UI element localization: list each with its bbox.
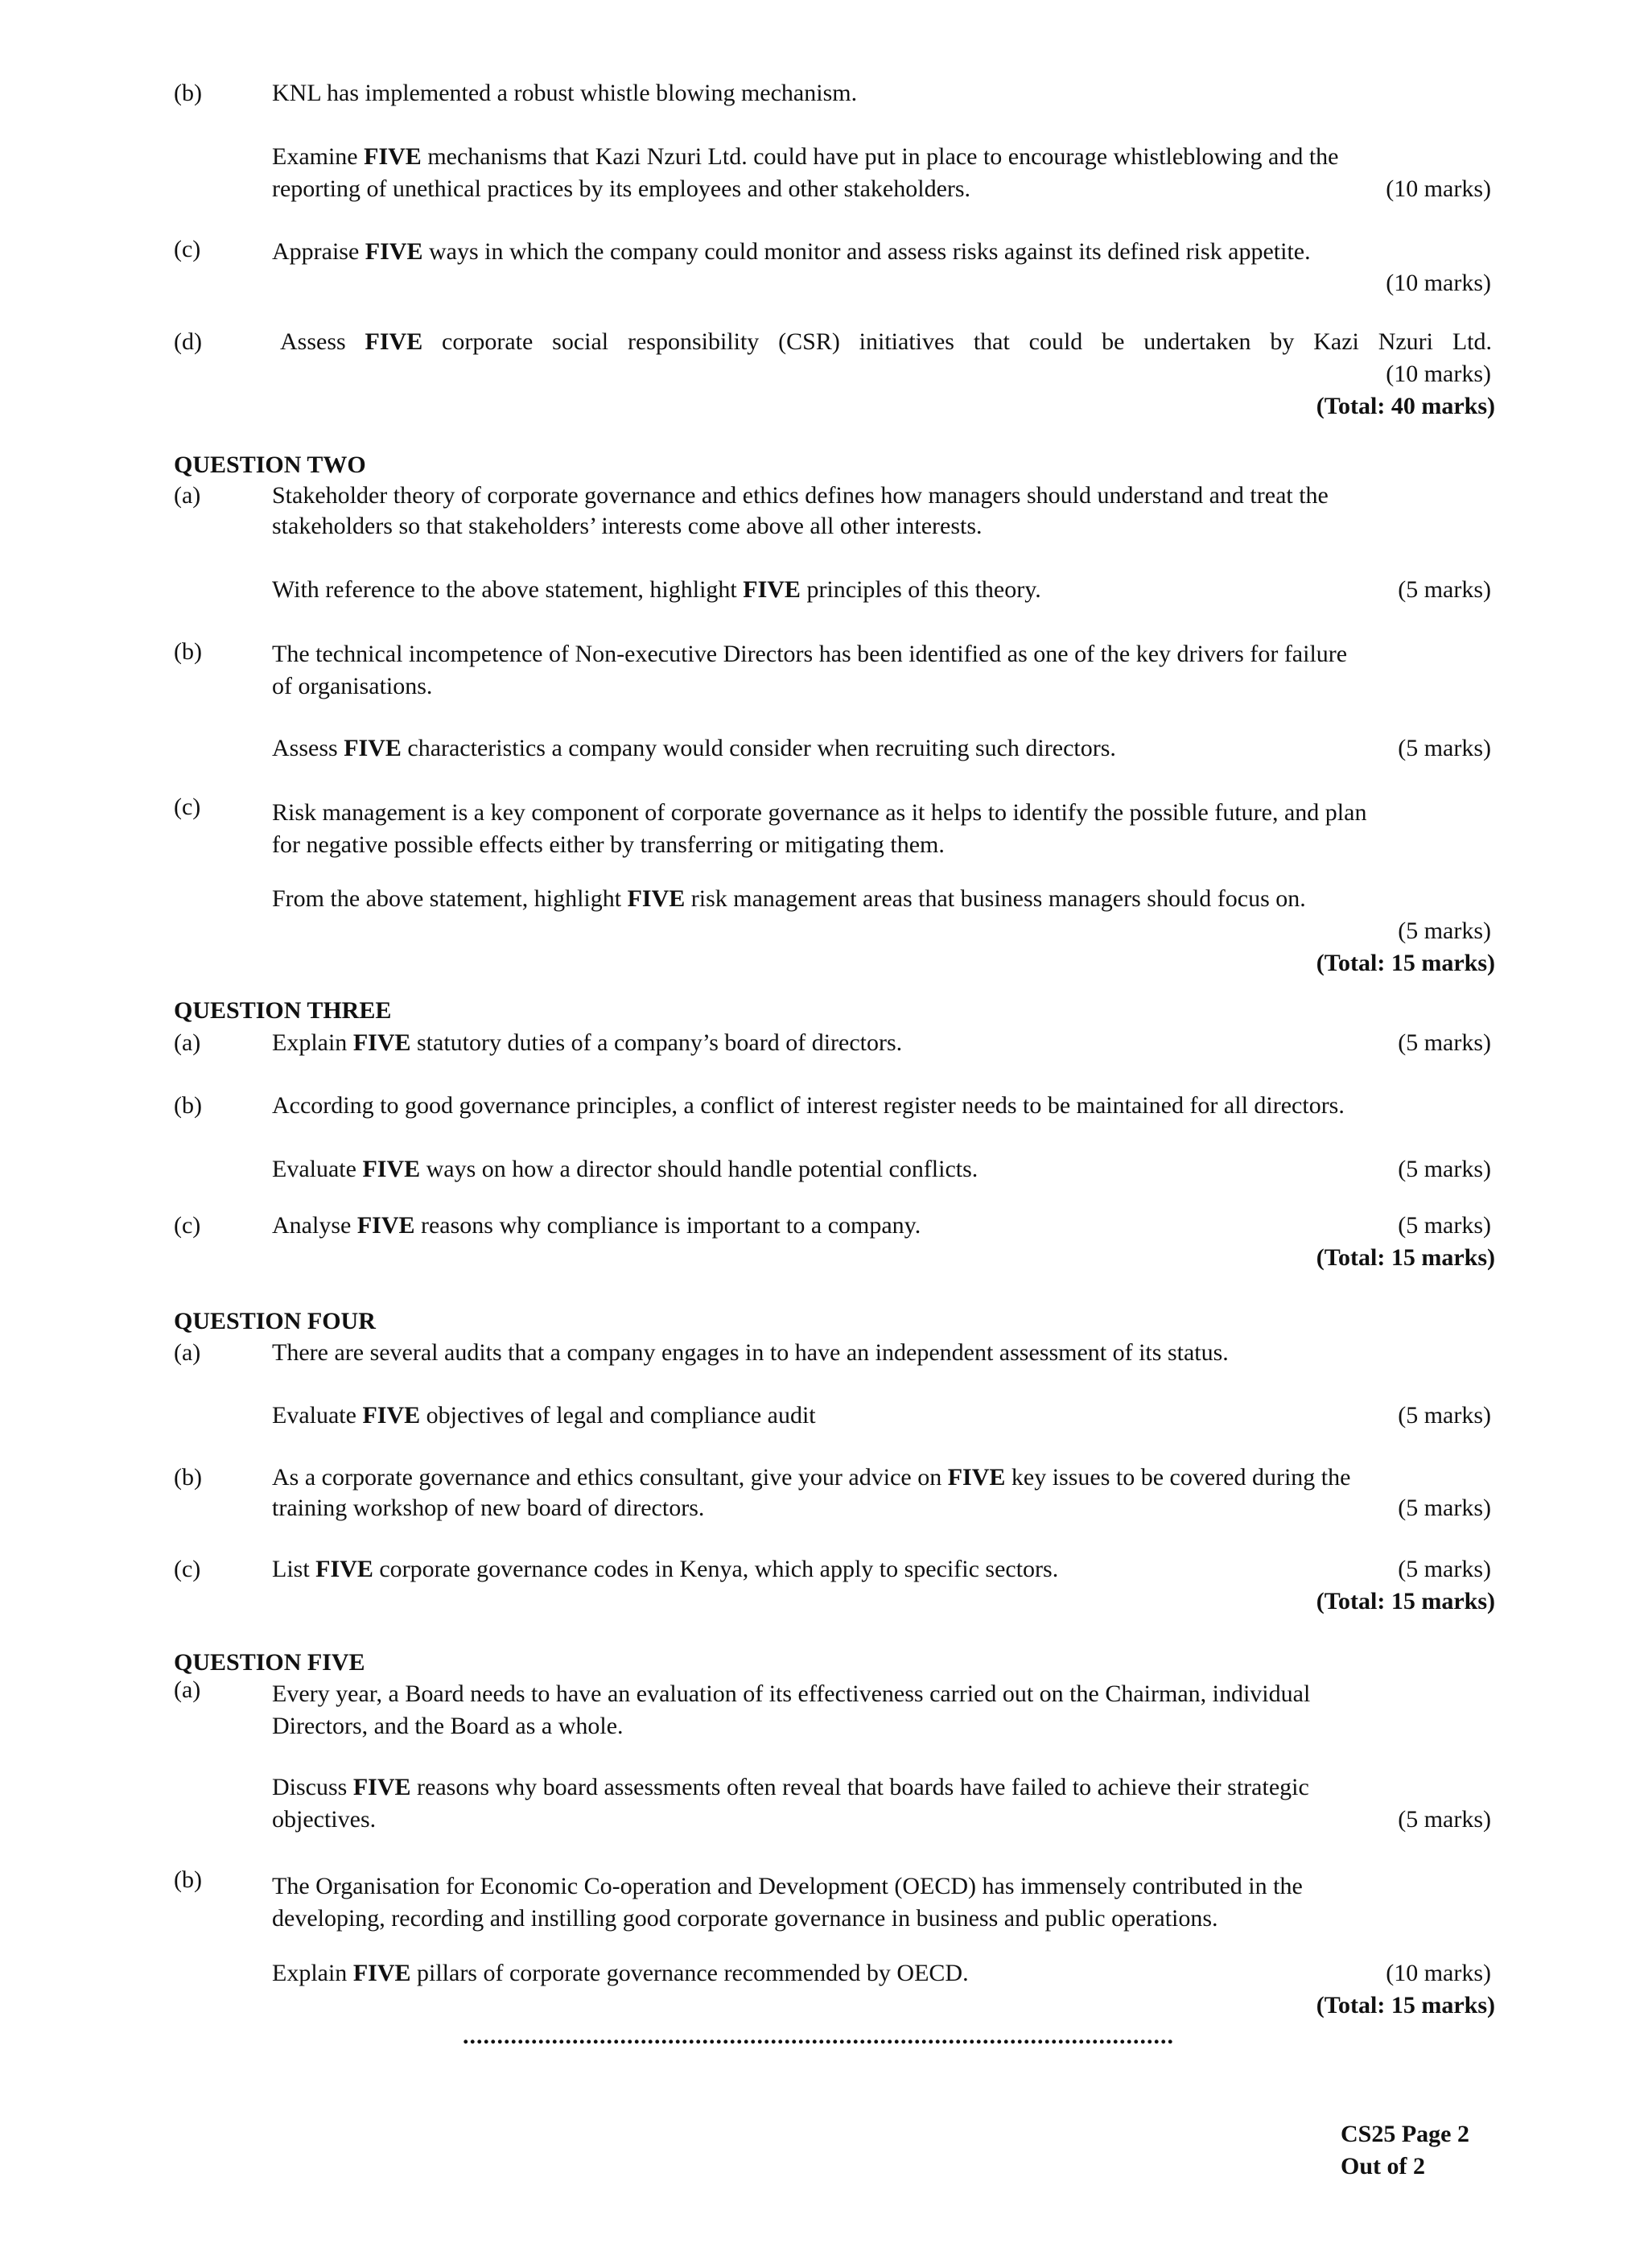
- q1d-label: (d): [174, 328, 202, 355]
- q1b-label: (b): [174, 80, 202, 106]
- q3c-marks: (5 marks): [1398, 1212, 1491, 1239]
- q3c-question: Analyse FIVE reasons why compliance is important to a company.: [272, 1212, 921, 1239]
- q1c-marks: (10 marks): [1386, 270, 1491, 296]
- q2b-marks: (5 marks): [1398, 735, 1491, 761]
- q2-total: (Total: 15 marks): [1316, 950, 1495, 976]
- q2c-label: (c): [174, 794, 201, 820]
- q3b-label: (b): [174, 1092, 202, 1119]
- q4a-question: Evaluate FIVE objectives of legal and compliance audit: [272, 1402, 816, 1429]
- q3a-question: Explain FIVE statutory duties of a company’s board of directors.: [272, 1029, 903, 1056]
- q5a-label: (a): [174, 1676, 201, 1703]
- q4a-label: (a): [174, 1339, 201, 1366]
- footer-page-number: CS25 Page 2: [1341, 2121, 1469, 2147]
- q5a-marks: (5 marks): [1398, 1806, 1491, 1833]
- end-of-paper-dots: ........................................................................................................: [463, 2023, 1174, 2049]
- q1b-question-line2: reporting of unethical practices by its employees and other stakeholders.: [272, 175, 971, 202]
- q3-heading: QUESTION THREE: [174, 997, 392, 1024]
- q3a-label: (a): [174, 1029, 201, 1056]
- q2b-question: Assess FIVE characteristics a company would consider when recruiting such directors.: [272, 735, 1116, 761]
- q4b-question-line2: training workshop of new board of directors.: [272, 1495, 705, 1521]
- q5b-intro-line2: developing, recording and instilling good corporate governance in business and public operations.: [272, 1905, 1218, 1932]
- q2b-intro-line2: of organisations.: [272, 673, 433, 699]
- q3b-question: Evaluate FIVE ways on how a director should handle potential conflicts.: [272, 1156, 978, 1182]
- q2b-label: (b): [174, 638, 202, 665]
- q5a-intro-line1: Every year, a Board needs to have an evaluation of its effectiveness carried out on the Chairman, individual: [272, 1680, 1311, 1707]
- q1c-question: Appraise FIVE ways in which the company could monitor and assess risks against its defined risk appetite.: [272, 238, 1311, 265]
- q5b-marks: (10 marks): [1386, 1960, 1491, 1986]
- q2a-marks: (5 marks): [1398, 576, 1491, 603]
- q2c-marks: (5 marks): [1398, 918, 1491, 944]
- q5b-question: Explain FIVE pillars of corporate governance recommended by OECD.: [272, 1960, 969, 1986]
- q1b-marks: (10 marks): [1386, 175, 1491, 202]
- q3b-intro: According to good governance principles, a conflict of interest register needs to be maintained for all directors.: [272, 1092, 1345, 1119]
- q5b-label: (b): [174, 1866, 202, 1893]
- q4a-intro: There are several audits that a company engages in to have an independent assessment of its status.: [272, 1339, 1229, 1366]
- q5-heading: QUESTION FIVE: [174, 1649, 365, 1676]
- q2b-intro-line1: The technical incompetence of Non-executive Directors has been identified as one of the key drivers for failure: [272, 641, 1348, 667]
- q5-total: (Total: 15 marks): [1316, 1992, 1495, 2019]
- q4c-marks: (5 marks): [1398, 1556, 1491, 1582]
- q4b-label: (b): [174, 1464, 202, 1491]
- q2c-intro-line2: for negative possible effects either by transferring or mitigating them.: [272, 831, 945, 858]
- q4c-question: List FIVE corporate governance codes in Kenya, which apply to specific sectors.: [272, 1556, 1059, 1582]
- q2c-intro-line1: Risk management is a key component of corporate governance as it helps to identify the possible future, and plan: [272, 799, 1367, 826]
- q2c-question: From the above statement, highlight FIVE risk management areas that business managers should focus on.: [272, 885, 1306, 912]
- q1-total: (Total: 40 marks): [1316, 393, 1495, 419]
- q5a-intro-line2: Directors, and the Board as a whole.: [272, 1713, 624, 1739]
- q1d-marks: (10 marks): [1386, 361, 1491, 387]
- q4b-question-line1: As a corporate governance and ethics consultant, give your advice on FIVE key issues to be covered during the: [272, 1464, 1351, 1491]
- q5a-question-line1: Discuss FIVE reasons why board assessments often reveal that boards have failed to achieve their strategic: [272, 1774, 1309, 1800]
- q4-heading: QUESTION FOUR: [174, 1308, 376, 1334]
- q3c-label: (c): [174, 1212, 201, 1239]
- q3-total: (Total: 15 marks): [1316, 1244, 1495, 1271]
- q2a-label: (a): [174, 482, 201, 509]
- q4b-marks: (5 marks): [1398, 1495, 1491, 1521]
- q2-heading: QUESTION TWO: [174, 452, 366, 478]
- q3b-marks: (5 marks): [1398, 1156, 1491, 1182]
- q3a-marks: (5 marks): [1398, 1029, 1491, 1056]
- footer-page-count: Out of 2: [1341, 2153, 1425, 2179]
- q2a-intro-line2: stakeholders so that stakeholders’ interests come above all other interests.: [272, 513, 983, 539]
- q1b-intro: KNL has implemented a robust whistle blowing mechanism.: [272, 80, 858, 106]
- q2a-question: With reference to the above statement, highlight FIVE principles of this theory.: [272, 576, 1041, 603]
- q1b-question-line1: Examine FIVE mechanisms that Kazi Nzuri Ltd. could have put in place to encourage whistleblowing and the: [272, 143, 1339, 170]
- q2a-intro-line1: Stakeholder theory of corporate governance and ethics defines how managers should understand and treat the: [272, 482, 1329, 509]
- q1d-question: Assess FIVE corporate social responsibility (CSR) initiatives that could be undertaken by Kazi Nzuri Ltd.: [280, 328, 1493, 355]
- q1c-label: (c): [174, 236, 201, 262]
- q4c-label: (c): [174, 1556, 201, 1582]
- q5a-question-line2: objectives.: [272, 1806, 377, 1833]
- q5b-intro-line1: The Organisation for Economic Co-operation and Development (OECD) has immensely contributed in the: [272, 1873, 1303, 1899]
- q4a-marks: (5 marks): [1398, 1402, 1491, 1429]
- q4-total: (Total: 15 marks): [1316, 1588, 1495, 1614]
